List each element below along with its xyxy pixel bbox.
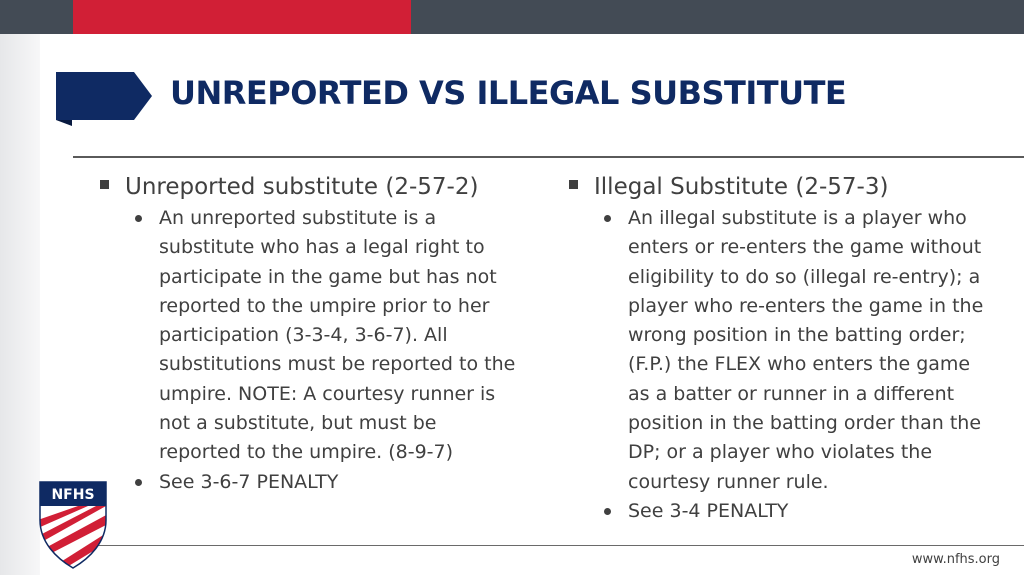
text-line: reported to the umpire prior to her [159,294,490,317]
nfhs-logo-icon [38,480,108,570]
left-column [96,170,546,497]
text-line: (F.P.) the FLEX who enters the game [628,353,971,376]
list-item [133,468,546,497]
left-heading: Unreported substitute (2-57-2) [125,174,479,200]
text-line: participation (3-3-4, 3-6-7). All [159,324,448,347]
right-bullet-list [602,204,1015,526]
text-line: reported to the umpire. (8-9-7) [159,441,454,464]
logo-text: NFHS [51,487,95,503]
text-line: An unreported substitute is a [159,207,437,229]
left-heading-item [96,170,546,204]
text-line: participate in the game but has not [159,265,497,288]
text-line: eligibility to do so (illegal re-entry); a [628,265,981,288]
footer-divider [90,545,1024,546]
header-bar-red [73,0,411,34]
left-bullet-list [133,204,546,497]
title-arrow-icon [56,72,156,126]
right-heading: Illegal Substitute (2-57-3) [594,174,889,200]
text-line: enters or re-enters the game without [628,236,982,259]
dot-bullet-icon [604,508,611,515]
text-line: An illegal substitute is a player who [628,207,967,229]
slide-title: UNREPORTED VS ILLEGAL SUBSTITUTE [170,74,847,112]
dot-bullet-icon [135,479,142,486]
left-margin-strip [0,34,40,575]
text-line: substitutions must be reported to the [159,353,516,376]
text-line: wrong position in the batting order; [628,324,966,347]
right-heading-item [565,170,1015,204]
text-line: See 3-6-7 PENALTY [159,470,339,493]
footer-url: www.nfhs.org [911,552,1000,567]
text-line: as a batter or runner in a different [628,382,955,405]
right-column [565,170,1015,526]
list-item [133,204,546,468]
text-line: See 3-4 PENALTY [628,499,789,522]
text-line: courtesy runner rule. [628,470,829,493]
header-bar-dark [411,0,1024,34]
text-line: substitute who has a legal right to [159,236,485,259]
text-line: DP; or a player who violates the [628,441,933,464]
text-line: not a substitute, but must be [159,412,437,435]
square-bullet-icon [569,180,578,189]
text-line: player who re-enters the game in the [628,294,984,317]
dot-bullet-icon [135,215,142,222]
header-bar-left [0,0,73,34]
square-bullet-icon [100,180,109,189]
list-item [602,204,1015,497]
text-line: position in the batting order than the [628,412,982,435]
text-line: umpire. NOTE: A courtesy runner is [159,382,496,405]
title-divider [73,156,1024,158]
dot-bullet-icon [604,215,611,222]
list-item [602,497,1015,526]
